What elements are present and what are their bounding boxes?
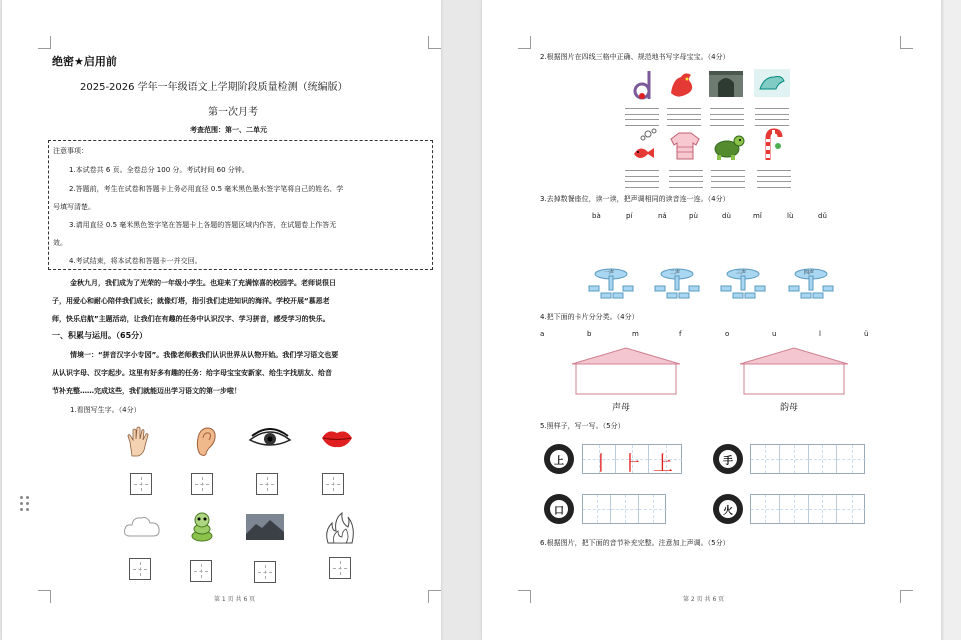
letter-card[interactable]: ü — [864, 330, 869, 338]
notice-line: 号填写清楚。 — [53, 203, 95, 211]
question-5: 5.照样子，写一写。（5分） — [540, 422, 625, 430]
question-1: 1.看图写生字。（4分） — [70, 406, 141, 414]
grid-cell[interactable] — [649, 445, 682, 473]
confidential-label: 绝密★启用前 — [52, 55, 117, 68]
tone-table[interactable] — [587, 264, 635, 302]
finals-label: 韵母 — [780, 403, 799, 413]
notice-line: 4.考试结束，将本试卷和答题卡一并交回。 — [69, 257, 202, 265]
grid-cell[interactable] — [639, 495, 667, 523]
dragon-picture — [667, 68, 697, 102]
letter-card[interactable]: u — [772, 330, 777, 338]
finals-house[interactable] — [738, 346, 850, 396]
crop-mark — [518, 590, 531, 603]
hand-picture — [122, 425, 156, 459]
tianzi-grid[interactable] — [582, 444, 682, 474]
char-flower — [544, 494, 574, 524]
syllable: pí — [626, 212, 633, 220]
tone-table[interactable] — [653, 264, 701, 302]
syllable: dǔ — [818, 212, 827, 220]
four-line-grid[interactable] — [711, 170, 745, 188]
char-flower-text: 上 — [550, 450, 568, 468]
horse-picture — [754, 68, 790, 98]
fish-bubbles-picture — [630, 128, 660, 162]
stroke-sample: ⺊ — [622, 451, 642, 475]
tone-table-label: 四声 — [804, 270, 815, 276]
four-line-grid[interactable] — [757, 170, 791, 188]
grid-cell[interactable] — [780, 495, 809, 523]
turtle-picture — [711, 130, 745, 162]
writing-box[interactable] — [322, 473, 344, 495]
candy-cane-picture — [758, 128, 786, 162]
initials-label: 声母 — [612, 403, 631, 413]
drag-handle-icon[interactable] — [20, 496, 30, 512]
notice-box — [48, 140, 433, 270]
section-1-heading: 一、积累与运用。（65分） — [52, 331, 148, 340]
sweater-picture — [669, 130, 701, 162]
question-3: 3.去掉数餐座位，读一读，把声调相同的读音连一连。（4分） — [540, 195, 730, 203]
intro-line: 子，用爱心和耐心陪伴我们成长；就像灯塔，指引我们走进知识的海洋。学校开展“慕恩老 — [52, 297, 330, 305]
four-line-grid[interactable] — [625, 108, 659, 126]
char-flower-text: 手 — [719, 450, 737, 468]
four-line-grid[interactable] — [755, 108, 789, 126]
task-line: 节补充整……完成这些，我们就能迈出学习语文的第一步啦！ — [52, 387, 241, 395]
grid-cell[interactable] — [809, 495, 838, 523]
char-flower — [713, 494, 743, 524]
fire-picture — [322, 510, 358, 546]
tianzi-grid[interactable] — [750, 444, 865, 474]
four-line-grid[interactable] — [710, 108, 744, 126]
crop-mark — [900, 36, 913, 49]
question-4: 4.把下面的卡片分分类。（4分） — [540, 313, 639, 321]
four-line-grid[interactable] — [667, 108, 701, 126]
four-line-grid[interactable] — [669, 170, 703, 188]
syllable: pù — [689, 212, 698, 220]
tone-table-label: 二声 — [670, 270, 681, 276]
lips-picture — [320, 427, 354, 449]
letter-card[interactable]: a — [540, 330, 545, 338]
writing-box[interactable] — [254, 561, 276, 583]
char-flower — [544, 444, 574, 474]
tone-table[interactable] — [719, 264, 767, 302]
cloud-picture — [122, 512, 162, 542]
grid-cell[interactable] — [837, 495, 866, 523]
tianzi-grid[interactable] — [750, 494, 865, 524]
grid-cell[interactable] — [751, 495, 780, 523]
syllable: ná — [658, 212, 667, 220]
four-line-grid[interactable] — [625, 170, 659, 188]
task-line: 情境一：“拼音汉字小专园”。我像老师教我们认识世界从认物开始。我们学习语文也要 — [70, 351, 339, 359]
writing-box[interactable] — [129, 558, 151, 580]
intro-line: 师，快乐启航”主题活动，让我们在有趣的任务中认识汉字、学习拼音，感受学习的快乐。 — [52, 315, 330, 323]
writing-box[interactable] — [256, 473, 278, 495]
notice-line: 1.本试卷共 6 页。全卷总分 100 分。考试时间 60 分钟。 — [69, 166, 249, 174]
scrollbar-track[interactable] — [944, 0, 961, 640]
mountain-picture — [246, 514, 284, 540]
letter-card[interactable]: b — [587, 330, 592, 338]
grid-cell[interactable] — [837, 445, 866, 473]
char-flower-text: 口 — [550, 500, 568, 518]
syllable: mǐ — [753, 212, 762, 220]
worm-picture — [185, 510, 219, 544]
exam-subtitle: 第一次月考 — [208, 107, 258, 118]
letter-card[interactable]: o — [725, 330, 730, 338]
page-1 — [2, 0, 441, 640]
initials-house[interactable] — [570, 346, 682, 396]
crop-mark — [428, 590, 441, 603]
syllable: dù — [722, 212, 731, 220]
char-flower-text: 火 — [719, 500, 737, 518]
question-6: 6.根据图片，把下面的音节补充完整。注意加上声调。（5分） — [540, 539, 730, 547]
tone-table-label: 一声 — [604, 270, 615, 276]
grid-cell[interactable] — [780, 445, 809, 473]
crop-mark — [428, 36, 441, 49]
intro-line: 金秋九月，我们成为了光荣的一年级小学生。也迎来了充满惊喜的校园学。老师说很日 — [70, 279, 336, 287]
tone-table[interactable] — [787, 264, 835, 302]
exam-title: 2025-2026 学年一年级语文上学期阶段质量检测（统编版） — [80, 82, 348, 93]
grid-cell[interactable] — [583, 445, 616, 473]
letter-d-picture — [630, 68, 658, 102]
tone-table-label: 三声 — [736, 270, 747, 276]
stroke-sample: 丨 — [591, 451, 611, 475]
syllable: lù — [787, 212, 794, 220]
eye-picture — [248, 427, 292, 451]
gate-picture — [708, 68, 744, 98]
page-footer: 第 2 页 共 6 页 — [683, 596, 725, 603]
char-flower — [713, 444, 743, 474]
exam-scope: 考查范围：第一、二单元 — [190, 126, 267, 134]
grid-cell[interactable] — [583, 495, 611, 523]
letter-card[interactable]: f — [679, 330, 682, 338]
letter-card[interactable]: l — [819, 330, 821, 338]
grid-cell[interactable] — [616, 445, 649, 473]
page-footer: 第 1 页 共 6 页 — [214, 596, 256, 603]
writing-box[interactable] — [191, 473, 213, 495]
grid-cell[interactable] — [751, 445, 780, 473]
page-2 — [482, 0, 941, 640]
syllable: bà — [592, 212, 601, 220]
letter-card[interactable]: m — [632, 330, 639, 338]
grid-cell[interactable] — [809, 445, 838, 473]
notice-line: 2.答题前，考生在试卷和答题卡上务必用直径 0.5 毫米黑色墨水签字笔将自己的姓名、学 — [69, 185, 344, 193]
crop-mark — [518, 36, 531, 49]
notice-title: 注意事项： — [53, 147, 88, 155]
grid-cell[interactable] — [611, 495, 639, 523]
writing-box[interactable] — [190, 560, 212, 582]
tianzi-grid[interactable] — [582, 494, 666, 524]
notice-line: 3.请用直径 0.5 毫米黑色签字笔在答题卡上各题的答题区域内作答，在试题卷上作答无 — [69, 221, 337, 229]
writing-box[interactable] — [130, 473, 152, 495]
crop-mark — [38, 590, 51, 603]
stroke-sample: 上 — [653, 451, 673, 475]
ear-picture — [189, 425, 223, 459]
notice-line: 效。 — [53, 239, 67, 247]
question-2: 2.根据图片在四线三格中正确、规范地书写字母宝宝。（4分） — [540, 53, 730, 61]
writing-box[interactable] — [329, 557, 351, 579]
crop-mark — [900, 590, 913, 603]
task-line: 从认识字母、汉字起步。这里有好多有趣的任务：给字母宝宝安新家、给生字找朋友、给音 — [52, 369, 332, 377]
crop-mark — [38, 36, 51, 49]
